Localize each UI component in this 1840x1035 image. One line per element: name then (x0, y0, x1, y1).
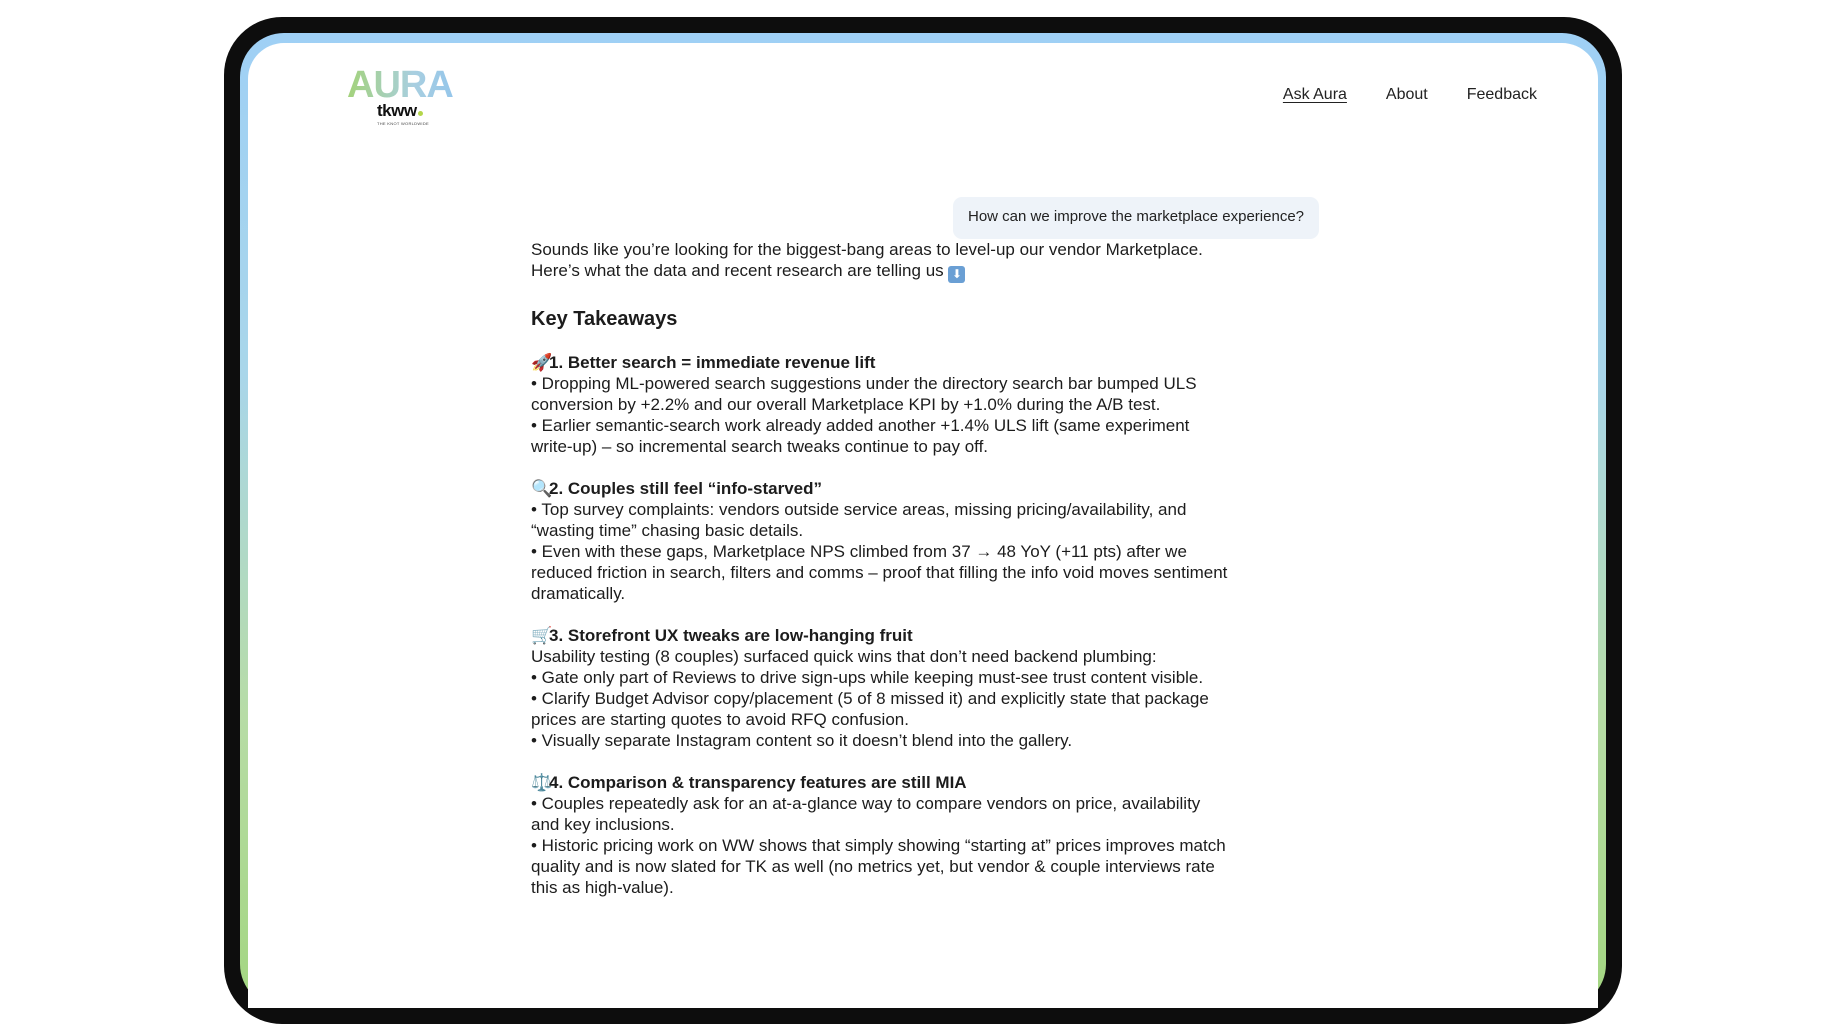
response-intro (531, 239, 1231, 283)
aura-logo[interactable] (347, 64, 467, 126)
down-arrow-icon: ⬇ (948, 266, 965, 283)
assistant-response (531, 239, 1231, 898)
section-line: • Even with these gaps, Marketplace NPS climbed from 37 → 48 YoY (+11 pts) after we reduced friction in search, filters and comms – proof that filling the info void moves sentiment dramatically. (531, 542, 1228, 603)
section-title (531, 352, 1231, 373)
app-screen (248, 43, 1598, 1008)
magnifier-icon: 🔍 (531, 479, 553, 498)
takeaway-section (531, 352, 1231, 457)
user-message-bubble: How can we improve the marketplace experience? (953, 197, 1319, 239)
section-title-text: 2. Couples still feel “info-starved” (549, 479, 823, 498)
section-title-text: 1. Better search = immediate revenue lift (549, 353, 876, 372)
cart-icon: 🛒 (531, 626, 553, 645)
logo-wordmark: AURA (347, 65, 467, 105)
section-line: • Visually separate Instagram content so it doesn’t blend into the gallery. (531, 731, 1073, 750)
section-title (531, 625, 1231, 646)
top-nav (1283, 86, 1537, 104)
section-title (531, 478, 1231, 499)
section-line: • Earlier semantic-search work already added another +1.4% ULS lift (same experiment write-up) – so incremental search tweaks continue to pay off. (531, 416, 1190, 456)
section-line: • Dropping ML-powered search suggestions under the directory search bar bumped ULS conversion by +2.2% and our overall Marketplace KPI by +1.0% during the A/B test. (531, 374, 1197, 414)
scales-icon: ⚖️ (531, 773, 553, 792)
takeaway-section (531, 478, 1231, 604)
device-frame (224, 17, 1622, 1024)
section-title-text: 4. Comparison & transparency features are still MIA (549, 773, 967, 792)
section-title-text: 3. Storefront UX tweaks are low-hanging fruit (549, 626, 913, 645)
takeaway-section (531, 772, 1231, 898)
section-line: • Gate only part of Reviews to drive sign-ups while keeping must-see trust content visible. (531, 668, 1204, 687)
takeaway-section (531, 625, 1231, 751)
logo-company (377, 101, 467, 126)
section-line: • Clarify Budget Advisor copy/placement (5 of 8 missed it) and explicitly state that package prices are starting quotes to avoid RFQ confusion. (531, 689, 1209, 729)
key-takeaways-heading: Key Takeaways (531, 308, 678, 330)
intro-text: Sounds like you’re looking for the biggest-bang areas to level-up our vendor Marketplace. Here’s what the data and recent research are telling us (531, 240, 1203, 280)
logo-dot (418, 111, 423, 116)
company-tagline: THE KNOT WORLDWIDE (377, 121, 429, 126)
section-line: • Top survey complaints: vendors outside service areas, missing pricing/availability, and “wasting time” chasing basic details. (531, 500, 1187, 540)
nav-about[interactable]: About (1385, 86, 1428, 103)
rocket-icon: 🚀 (531, 353, 553, 372)
section-line: • Couples repeatedly ask for an at-a-glance way to compare vendors on price, availability and key inclusions. (531, 794, 1201, 834)
nav-feedback[interactable]: Feedback (1466, 86, 1537, 103)
nav-ask-aura[interactable]: Ask Aura (1282, 86, 1347, 103)
section-title (531, 772, 1231, 793)
section-line: Usability testing (8 couples) surfaced quick wins that don’t need backend plumbing: (531, 647, 1157, 666)
company-wordmark: tkww (377, 101, 417, 120)
section-line: • Historic pricing work on WW shows that simply showing “starting at” prices improves match quality and is now slated for TK as well (no metrics yet, but vendor & couple interviews rate this as high-value). (531, 836, 1226, 897)
